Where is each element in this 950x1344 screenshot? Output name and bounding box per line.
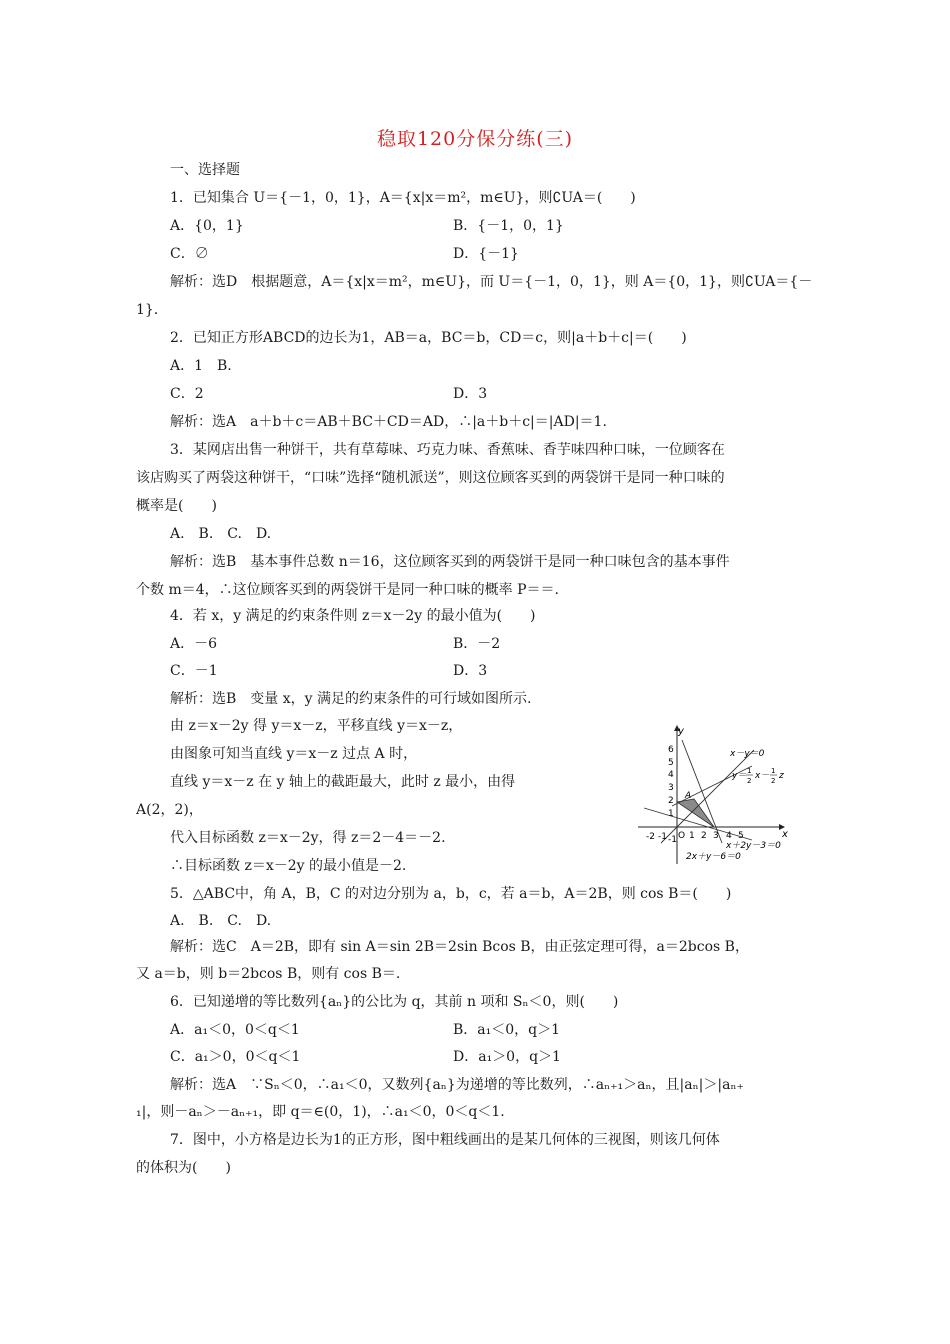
line-x-plus-2y-label: x＋2y－3＝0 [726, 841, 781, 851]
question-6-stem: 6．已知递增的等比数列{aₙ}的公比为 q，其前 n 项和 Sₙ＜0，则( ) [170, 994, 619, 1010]
question-4-solution-line-2: 由 z＝x－2y 得 y＝x－z，平移直线 y＝x－z， [170, 718, 463, 734]
question-4-option-b: B．－2 [453, 636, 501, 652]
question-3-stem-line-2: 该店购买了两袋这种饼干，“口味”选择“随机派送”，则这位顾客买到的两袋饼干是同一种口味的 [136, 470, 725, 486]
line-x-minus-y-label: x－y＝0 [730, 749, 765, 759]
fraction-denominator: 2 [771, 777, 776, 785]
question-1-stem: 1．已知集合 U＝{－1，0，1}，A＝{x|x＝m²，m∈U}，则∁UA＝( ) [170, 190, 636, 206]
y-tick-neg: -1 [668, 835, 677, 845]
y-tick: 5 [668, 758, 674, 768]
question-6-option-a: A．a₁＜0，0＜q＜1 [170, 1022, 300, 1038]
question-4-solution-line-1: 解析：选B 变量 x，y 满足的约束条件的可行域如图所示. [170, 691, 532, 707]
question-4-option-a: A．－6 [170, 636, 218, 652]
question-6-option-c: C．a₁＞0，0＜q＜1 [170, 1049, 301, 1065]
line-x-minus-y [661, 750, 754, 843]
x-axis-label: x [782, 829, 788, 840]
question-2-option-c: C．2 [170, 386, 204, 402]
question-6-solution-line-2: ₁|，则－aₙ＞－aₙ₊₁，即 q＝∈(0，1)，∴a₁＜0，0＜q＜1. [136, 1104, 505, 1120]
fraction-numerator: 1 [771, 767, 776, 775]
line-objective-label: y＝ [732, 771, 747, 781]
question-4-solution-line-4: 直线 y＝x－z 在 y 轴上的截距最大，此时 z 最小，由得 [170, 774, 516, 790]
question-2-options-ab: A．1 B. [170, 358, 232, 374]
question-4-stem: 4．若 x，y 满足的约束条件则 z＝x－2y 的最小值为( ) [170, 608, 536, 624]
question-6-option-b: B．a₁＜0，q＞1 [453, 1022, 561, 1038]
question-4-solution-line-6: 代入目标函数 z＝x－2y，得 z＝2－4＝－2. [170, 830, 446, 846]
question-3-stem-line-1: 3．某网店出售一种饼干，共有草莓味、巧克力味、香蕉味、香芋味四种口味，一位顾客在 [170, 442, 725, 458]
y-tick: 1 [668, 809, 674, 819]
y-tick: 6 [668, 745, 674, 755]
origin-label: O [678, 831, 686, 841]
question-4-option-d: D．3 [453, 663, 488, 679]
x-tick: 1 [689, 831, 695, 841]
question-3-options: A. B. C. D. [170, 526, 272, 542]
point-a-label: A [685, 791, 692, 801]
question-5-options: A. B. C. D. [170, 913, 272, 929]
question-3-stem-line-3: 概率是( ) [136, 498, 217, 514]
line-2x-plus-y-label: 2x＋y－6＝0 [686, 852, 741, 862]
x-tick: 2 [701, 831, 707, 841]
question-1-solution-line-2: 1}． [136, 302, 168, 318]
y-axis-label: y [678, 726, 684, 737]
question-4-solution-line-7: ∴目标函数 z＝x－2y 的最小值是－2. [170, 858, 407, 874]
question-2-stem: 2．已知正方形ABCD的边长为1，AB＝a，BC＝b，CD＝c，则|a＋b＋c|＝( ) [170, 330, 687, 346]
x-tick: -1 [658, 832, 667, 842]
line-objective-label-tail: x－ [755, 771, 770, 781]
question-4-option-c: C．－1 [170, 663, 218, 679]
x-tick: 3 [713, 831, 719, 841]
question-1-option-a: A．{0，1} [170, 218, 244, 234]
question-4-solution-line-3: 由图象可知当直线 y＝x－z 过点 A 时， [170, 746, 418, 762]
fraction-numerator: 1 [747, 767, 752, 775]
page-title: 稳取120分保分练(三) [376, 128, 574, 150]
question-7-stem-line-2: 的体积为( ) [136, 1160, 231, 1176]
line-objective-label-z: z [779, 771, 784, 781]
question-6-option-d: D．a₁＞0，q＞1 [453, 1049, 561, 1065]
question-3-solution-line-2: 个数 m＝4，∴这位顾客买到的两袋饼干是同一种口味的概率 P＝＝. [136, 582, 559, 598]
question-1-option-c: C．∅ [170, 246, 209, 262]
question-2-solution: 解析：选A a＋b＋c＝AB＋BC＋CD＝AD，∴|a＋b＋c|＝|AD|＝1. [170, 414, 607, 430]
y-tick: 3 [668, 783, 674, 793]
question-5-solution-line-2: 又 a＝b，则 b＝2bcos B，则有 cos B＝. [136, 966, 401, 982]
question-1-solution-line-1: 解析：选D 根据题意，A＝{x|x＝m²，m∈U}，而 U＝{－1，0，1}，则 A＝{0，1}，则∁UA＝{－ [170, 274, 813, 290]
y-tick: 2 [668, 796, 674, 806]
x-tick: 4 [726, 831, 732, 841]
fraction-denominator: 2 [747, 777, 752, 785]
question-1-option-b: B．{－1，0，1} [453, 218, 564, 234]
question-1-option-d: D．{－1} [453, 246, 519, 262]
x-tick: -2 [646, 832, 655, 842]
y-tick: 4 [668, 770, 674, 780]
question-2-option-d: D．3 [453, 386, 488, 402]
question-5-solution-line-1: 解析：选C A＝2B，即有 sin A＝sin 2B＝2sin Bcos B，由正弦定理可得，a＝2bcos B， [170, 939, 749, 955]
x-tick: 5 [738, 831, 744, 841]
question-5-stem: 5．△ABC中，角 A，B，C 的对边分别为 a，b，c，若 a＝b，A＝2B，则 cos B＝( ) [170, 886, 732, 902]
question-4-solution-line-5: A(2，2)， [136, 802, 203, 818]
question-7-stem-line-1: 7．图中，小方格是边长为1的正方形，图中粗线画出的是某几何体的三视图，则该几何体 [170, 1132, 720, 1148]
question-3-solution-line-1: 解析：选B 基本事件总数 n＝16，这位顾客买到的两袋饼干是同一种口味包含的基本事件 [170, 554, 730, 570]
feasible-region-figure [634, 718, 794, 868]
section-heading: 一、选择题 [170, 162, 240, 178]
question-6-solution-line-1: 解析：选A ∵Sₙ＜0，∴a₁＜0，又数列{aₙ}为递增的等比数列，∴aₙ₊₁＞aₙ，且|aₙ|＞|aₙ₊ [170, 1077, 744, 1093]
